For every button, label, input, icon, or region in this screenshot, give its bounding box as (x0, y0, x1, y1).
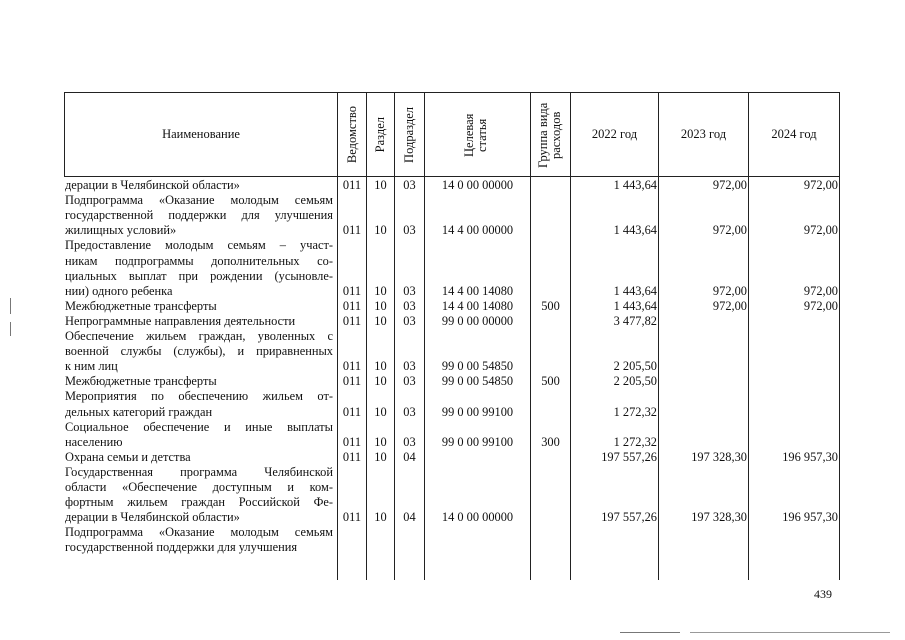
cell-name-line: Социальное обеспечение и иные выплаты (65, 419, 333, 434)
header-dept (338, 93, 366, 176)
header-target (425, 93, 530, 176)
cell-section: 10 (374, 313, 387, 328)
cell-target: 14 4 00 14080 (441, 283, 514, 298)
header-name-text: Наименование (162, 127, 240, 141)
cell-2024: 972,00 (803, 223, 838, 238)
cell-section: 10 (374, 298, 387, 313)
cell-subsection: 03 (403, 404, 416, 419)
cell-subsection: 03 (403, 298, 416, 313)
cell-dept: 011 (342, 178, 362, 192)
cell-2023: 972,00 (712, 298, 747, 313)
cell-section: 10 (374, 404, 387, 419)
header-2022-text: 2022 год (591, 127, 638, 141)
cell-target: 14 0 00 00000 (441, 510, 514, 525)
header-2024 (749, 93, 839, 176)
cell-2022: 1 443,64 (613, 178, 657, 192)
cell-group: 300 (541, 434, 560, 449)
cell-name-line: дельных категорий граждан (65, 404, 213, 419)
cell-target: 99 0 00 99100 (441, 434, 514, 449)
header-name (65, 93, 337, 176)
cell-target: 99 0 00 00000 (441, 313, 514, 328)
cell-section: 10 (374, 359, 387, 374)
cell-dept: 011 (342, 434, 362, 449)
header-2022 (571, 93, 658, 176)
header-2023 (659, 93, 748, 176)
cell-target: 99 0 00 54850 (441, 359, 514, 374)
cell-2024: 972,00 (803, 283, 838, 298)
cell-target: 99 0 00 99100 (441, 404, 514, 419)
cell-dept: 011 (342, 298, 362, 313)
header-section (367, 93, 394, 176)
header-2023-text: 2023 год (680, 127, 727, 141)
cell-section: 10 (374, 510, 387, 525)
cell-2024: 972,00 (803, 298, 838, 313)
cell-2023: 197 328,30 (691, 510, 747, 525)
cell-name-line: нии) одного ребенка (65, 283, 173, 298)
cell-name-line: Предоставление молодым семьям – участ- (65, 238, 333, 253)
cell-name-line: жилищных условий» (65, 223, 177, 238)
cell-section: 10 (374, 178, 387, 192)
header-subsection (395, 93, 424, 176)
cell-2024: 196 957,30 (782, 510, 838, 525)
cell-2022: 2 205,50 (613, 374, 657, 389)
cell-2022: 1 272,32 (613, 404, 657, 419)
cell-section: 10 (374, 434, 387, 449)
scan-mark (10, 322, 11, 336)
cell-name-line: Мероприятия по обеспечению жильем от- (65, 389, 333, 404)
cell-2022: 1 443,64 (613, 223, 657, 238)
cell-subsection: 03 (403, 313, 416, 328)
header-subsection-text: Подраздел (402, 106, 416, 163)
cell-dept: 011 (342, 223, 362, 238)
cell-name-line: дерации в Челябинской области» (65, 510, 240, 525)
cell-subsection: 04 (403, 510, 416, 525)
cell-subsection: 04 (403, 449, 416, 464)
cell-name-line: Межбюджетные трансферты (65, 374, 217, 389)
cell-name-line: Подпрограмма «Оказание молодым семьям (65, 193, 333, 208)
cell-name-line: циальных выплат при рождении (усыновле- (65, 268, 333, 283)
cell-name-line: Охрана семьи и детства (65, 449, 191, 464)
cell-section: 10 (374, 449, 387, 464)
cell-target: 14 4 00 14080 (441, 298, 514, 313)
cell-2022: 1 443,64 (613, 298, 657, 313)
cell-name-line: области «Обеспечение доступным и ком- (65, 480, 333, 494)
cell-name-line: Непрограммные направления деятельности (65, 313, 296, 328)
cell-2022: 2 205,50 (613, 359, 657, 374)
header-section-text: Раздел (373, 116, 387, 153)
cell-2023: 972,00 (712, 223, 747, 238)
cell-subsection: 03 (403, 283, 416, 298)
cell-name-line: к ним лиц (65, 359, 118, 374)
header-group-text: Группа вида расходов (535, 101, 563, 168)
cell-dept: 011 (342, 283, 362, 298)
page-number: 439 (814, 587, 832, 601)
cell-target: 99 0 00 54850 (441, 374, 514, 389)
cell-dept: 011 (342, 404, 362, 419)
cell-section: 10 (374, 374, 387, 389)
cell-subsection: 03 (403, 178, 416, 192)
table-right-border (839, 92, 840, 580)
cell-2022: 3 477,82 (613, 313, 657, 328)
scan-mark (620, 632, 680, 633)
cell-name-line: Государственная программа Челябинской (65, 464, 333, 479)
cell-name-line: Подпрограмма «Оказание молодым семьям (65, 525, 333, 540)
cell-name-line: государственной поддержки для улучшения (65, 540, 298, 555)
cell-target: 14 4 00 00000 (441, 223, 514, 238)
cell-subsection: 03 (403, 223, 416, 238)
cell-2024: 972,00 (803, 178, 838, 192)
cell-dept: 011 (342, 449, 362, 464)
cell-subsection: 03 (403, 374, 416, 389)
cell-section: 10 (374, 223, 387, 238)
cell-dept: 011 (342, 510, 362, 525)
cell-2023: 197 328,30 (691, 449, 747, 464)
cell-group: 500 (541, 298, 560, 313)
header-dept-text: Ведомство (344, 105, 359, 164)
cell-2023: 972,00 (712, 283, 747, 298)
cell-name-line: военной службы (службы), и приравненных (65, 344, 333, 359)
cell-name-line: никам подпрограммы дополнительных со- (65, 253, 333, 268)
cell-subsection: 03 (403, 359, 416, 374)
cell-subsection: 03 (403, 434, 416, 449)
header-bottom-border (64, 176, 840, 177)
cell-2024: 196 957,30 (782, 449, 838, 464)
cell-name-line: Обеспечение жильем граждан, уволенных с (65, 329, 333, 343)
cell-dept: 011 (342, 359, 362, 374)
cell-group: 500 (541, 374, 560, 389)
cell-2023: 972,00 (712, 178, 747, 192)
cell-name-line: Межбюджетные трансферты (65, 298, 217, 313)
cell-2022: 1 272,32 (613, 434, 657, 449)
cell-name-line: фортным жильем граждан Российской Фе- (65, 495, 333, 510)
cell-target: 14 0 00 00000 (441, 178, 514, 192)
cell-name-line: населению (65, 434, 123, 449)
cell-name-line: государственной поддержки для улучшения (65, 208, 333, 223)
cell-dept: 011 (342, 374, 362, 389)
header-2024-text: 2024 год (771, 127, 817, 141)
cell-dept: 011 (342, 313, 362, 328)
cell-2022: 197 557,26 (601, 449, 657, 464)
cell-section: 10 (374, 283, 387, 298)
cell-2022: 1 443,64 (613, 283, 657, 298)
cell-2022: 197 557,26 (601, 510, 657, 525)
scan-mark (690, 632, 890, 633)
header-group (531, 93, 570, 176)
scan-mark (10, 298, 11, 314)
cell-name-line: дерации в Челябинской области» (65, 178, 240, 192)
header-target-text: Целевая статья (461, 112, 489, 157)
